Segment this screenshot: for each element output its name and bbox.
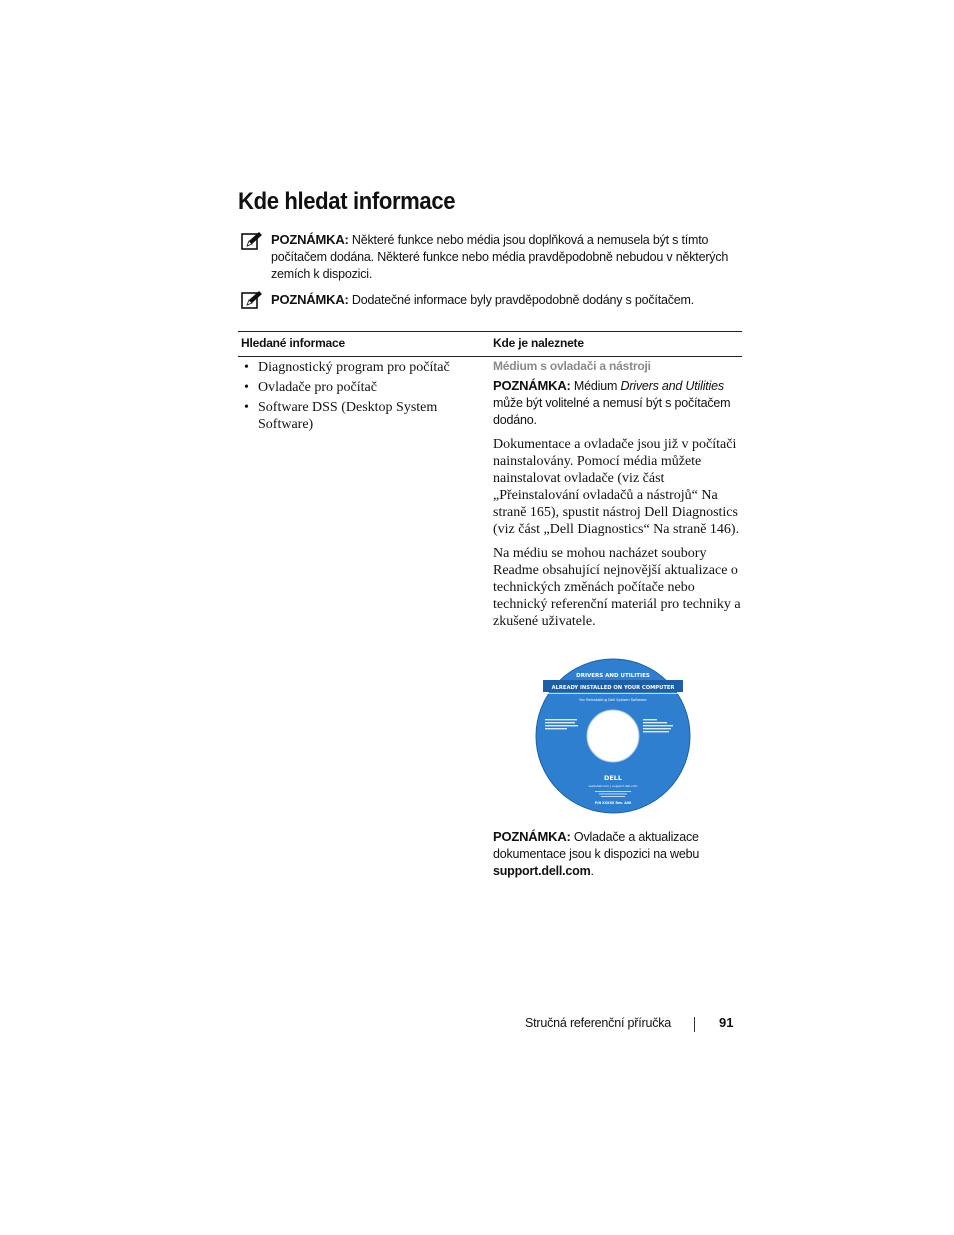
info-list <box>244 359 454 436</box>
support-link[interactable]: support.dell.com <box>493 864 591 878</box>
list-item <box>244 379 454 396</box>
list-item <box>244 359 454 376</box>
table-header-where-to-find: Kde je naleznete <box>493 336 584 350</box>
table-header-sought-info: Hledané informace <box>241 336 345 350</box>
note-pencil-icon <box>241 290 263 310</box>
dell-logo: DELL <box>603 774 623 782</box>
note-label: POZNÁMKA: <box>493 378 571 393</box>
cd-url: www.dell.com | support.dell.com <box>588 784 638 788</box>
note-label: POZNÁMKA: <box>271 292 349 307</box>
list-item-text: Diagnostický program pro počítač <box>258 360 450 375</box>
bullet: • <box>244 380 249 395</box>
media-name: Drivers and Utilities <box>620 379 724 393</box>
note-text: může být volitelné a nemusí být s počítačem dodáno. <box>493 396 731 427</box>
list-item-text: Software DSS (Desktop System Software) <box>258 400 438 432</box>
web-note <box>493 828 741 880</box>
section-title: Médium s ovladači a nástroji <box>493 359 651 373</box>
note-text: Některé funkce nebo média jsou doplňková a nemusela být s tímto počítačem dodána. Některé funkce nebo média pravděpodobně nebudou v některých zemích k dispozici. <box>271 233 729 281</box>
page-title: Kde hledat informace <box>238 188 456 215</box>
note-text: Dodatečné informace byly pravděpodobně dodány s počítačem. <box>351 293 695 307</box>
note-1 <box>271 231 741 283</box>
media-note <box>493 377 741 429</box>
cd-label-line2: ALREADY INSTALLED ON YOUR COMPUTER <box>551 685 675 691</box>
cd-label-line3: For Reinstalling Dell System Software <box>579 698 647 702</box>
paragraph-drivers: Dokumentace a ovladače jsou již v počítači nainstalovány. Pomocí média můžete nainstalovat ovladače (viz část „Přeinstalování ovladačů a nástrojů“ Na straně 165), spustit nástroj Dell Diagnostics (viz část „Dell Diagnostics“ Na straně 146). <box>493 437 740 537</box>
list-item <box>244 399 454 433</box>
footer-title: Stručná referenční příručka <box>525 1016 672 1030</box>
bullet: • <box>244 400 249 415</box>
list-item-text: Ovladače pro počítač <box>258 380 377 395</box>
note-label: POZNÁMKA: <box>493 829 571 844</box>
footer-separator <box>694 1017 695 1032</box>
where-to-find-column <box>493 359 741 630</box>
cd-part-number: P/N XXXXX Rev. A00 <box>594 801 632 805</box>
note-text: Ovladače a aktualizace dokumentace jsou k dispozici na webu <box>493 830 700 861</box>
page-number: 91 <box>719 1015 734 1030</box>
table-header-rule <box>238 356 742 357</box>
paragraph-readme: Na médiu se mohou nacházet soubory Readme obsahující nejnovější aktualizace o technických změnách počítače nebo technický referenční materiál pro techniky a zkušené uživatele. <box>493 546 741 629</box>
cd-label-line1: DRIVERS AND UTILITIES <box>576 673 650 679</box>
note-pencil-icon <box>241 231 263 251</box>
note-2 <box>271 291 741 309</box>
table-top-rule <box>238 331 742 332</box>
drivers-utilities-cd-image <box>535 658 691 814</box>
bullet: • <box>244 360 249 375</box>
note-text-end: . <box>590 864 594 878</box>
note-label: POZNÁMKA: <box>271 232 349 247</box>
note-text: Médium <box>573 379 621 393</box>
